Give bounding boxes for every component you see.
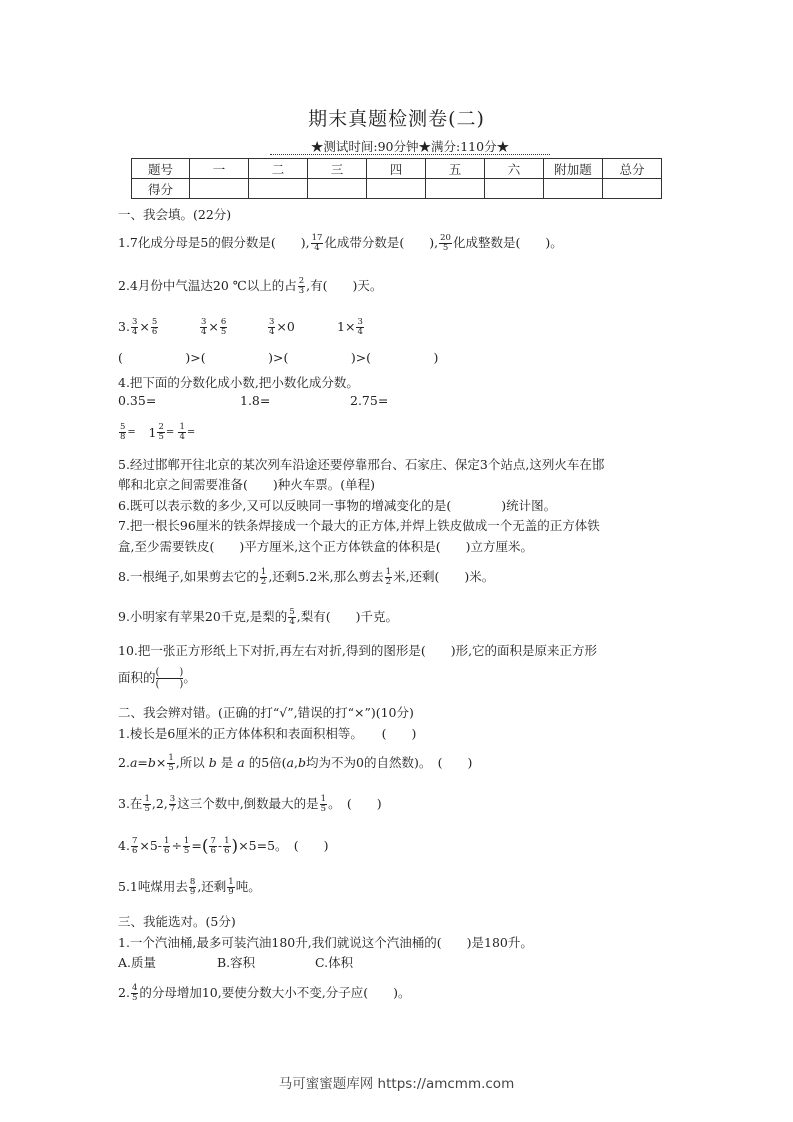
question-1-10-line-2: 面积的 ( ) ( )。 (118, 667, 196, 690)
section-heading: 一、我会填。(22分) (118, 207, 232, 222)
table-cell: 附加题 (544, 159, 603, 179)
question-1-10-line-1: 10.把一张正方形纸上下对折,再左右对折,得到的图形是( )形,它的面积是原来正方形 (118, 643, 598, 658)
section-heading: 三、我能选对。(5分) (118, 914, 236, 929)
question-1-3: 3. $\frac{3}{4}$ × $\frac{5}{6}$ (118, 317, 158, 337)
score-input-cell[interactable] (367, 179, 426, 199)
option-c[interactable]: C.体积 (315, 955, 354, 970)
fraction: $\frac{17}{4}$ (311, 233, 323, 253)
page-title: 期末真题检测卷(二) (308, 108, 485, 130)
question-1-3-blanks[interactable]: ( )>( )>( )>( ) (118, 350, 439, 365)
score-table (131, 158, 662, 199)
table-cell: 一 (190, 159, 249, 179)
question-3-2: 2. $\frac{4}{5}$ 的分母增加10,要使分数大小不变,分子应( )。 (118, 983, 411, 1003)
section-heading: 二、我会辨对错。(正确的打“√”,错误的打“×”)(10分) (118, 705, 414, 720)
question-2-5: 5.1吨煤用去 $\frac{8}{9}$ ,还剩 $\frac{1}{9}$ 吨。 (118, 877, 261, 897)
table-cell: 题号 (132, 159, 190, 179)
question-1-4-item: 1.8= (240, 393, 271, 408)
question-1-3-expr-2: $\frac{3}{4}$ × $\frac{6}{5}$ (201, 317, 227, 337)
question-1-4-item: 0.35= (118, 393, 157, 408)
fraction: $\frac{20}{5}$ (440, 233, 451, 253)
question-2-2: 2.a=b× $\frac{1}{5}$ ,所以 b 是 a 的5倍(a,b均为不为0的自然数)。 ( ) (118, 753, 473, 773)
score-table-header-row (132, 159, 662, 179)
question-1-3-expr-3: $\frac{3}{4}$ ×0 (269, 317, 295, 337)
question-1-4: 4.把下面的分数化成小数,把小数化成分数。 (118, 375, 359, 390)
question-3-1: 1.一个汽油桶,最多可装汽油180升,我们就说这个汽油桶的( )是180升。 (118, 935, 533, 950)
footer-watermark[interactable]: 马可蜜蜜题库网 https://amcmm.com (278, 1076, 515, 1092)
table-cell: 总分 (603, 159, 662, 179)
question-1-4-fractions: $\frac{5}{8}$ = 1 $\frac{2}{5}$ = $\frac{1}{4}$ = (120, 422, 196, 442)
option-a[interactable]: A.质量 (118, 955, 157, 970)
question-1-5-line-2: 郸和北京之间需要准备( )种火车票。(单程) (118, 477, 376, 492)
question-1-5-line-1: 5.经过邯郸开往北京的某次列车沿途还要停靠邢台、石家庄、保定3个站点,这列火车在邯 (118, 457, 605, 472)
table-cell: 二 (249, 159, 308, 179)
question-1-1: 1.7化成分母是5的假分数是( ), $\frac{17}{4}$ 化成带分数是( ), $\frac{20}{5}$ 化成整数是( )。 (118, 233, 563, 253)
question-1-9: 9.小明家有苹果20千克,是梨的 $\frac{5}{4}$ ,梨有( )千克。 (118, 607, 398, 627)
question-2-1: 1.棱长是6厘米的正方体体积和表面积相等。 ( ) (118, 726, 417, 741)
question-1-3-expr-4: 1× $\frac{3}{4}$ (337, 317, 363, 337)
score-input-cell[interactable] (544, 179, 603, 199)
option-b[interactable]: B.容积 (217, 955, 256, 970)
table-cell: 四 (367, 159, 426, 179)
test-info: ★测试时间:90分钟★满分:110分★ (270, 140, 550, 155)
fraction: $\frac{2}{3}$ (298, 276, 305, 296)
question-2-3: 3.在 $\frac{1}{5}$ ,2, $\frac{3}{7}$ 这三个数中,倒数最大的是 $\frac{1}{5}$ 。 ( ) (118, 794, 382, 814)
question-1-7-line-1: 7.把一根长96厘米的铁条焊接成一个最大的正方体,并焊上铁皮做成一个无盖的正方体铁 (118, 518, 600, 533)
question-1-2: 2.4月份中气温达20 ℃以上的占 $\frac{2}{3}$ ,有( )天。 (118, 276, 383, 296)
table-cell: 得分 (132, 179, 190, 199)
score-input-cell[interactable] (603, 179, 662, 199)
question-1-7-line-2: 盒,至少需要铁皮( )平方厘米,这个正方体铁盒的体积是( )立方厘米。 (118, 539, 533, 554)
table-cell: 三 (308, 159, 367, 179)
question-1-6: 6.既可以表示数的多少,又可以反映同一事物的增减变化的是( )统计图。 (118, 498, 557, 513)
question-1-4-item: 2.75= (350, 393, 389, 408)
score-input-cell[interactable] (190, 179, 249, 199)
question-1-8: 8.一根绳子,如果剪去它的 $\frac{1}{2}$ ,还剩5.2米,那么剪去 $\frac{1}{2}$ 米,还剩( )米。 (118, 567, 495, 587)
table-cell: 五 (426, 159, 485, 179)
table-cell: 六 (485, 159, 544, 179)
score-table-score-row (132, 179, 662, 199)
score-input-cell[interactable] (485, 179, 544, 199)
score-input-cell[interactable] (308, 179, 367, 199)
score-input-cell[interactable] (426, 179, 485, 199)
score-input-cell[interactable] (249, 179, 308, 199)
question-2-4: 4. $\frac{7}{6}$ ×5- $\frac{1}{6}$ ÷ $\frac{1}{5}$ =( $\frac{7}{6}$ - $\frac{1}{6}$ )×5=5。 ( ) (118, 836, 329, 857)
